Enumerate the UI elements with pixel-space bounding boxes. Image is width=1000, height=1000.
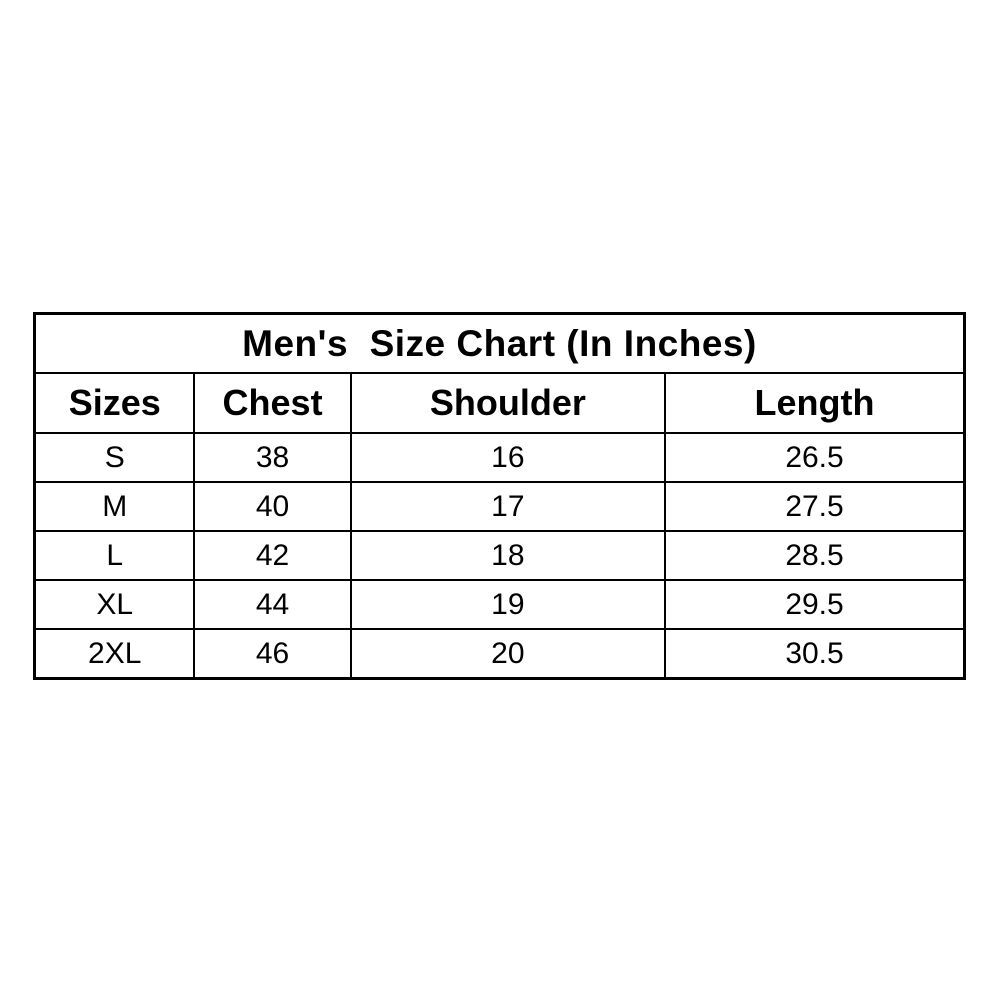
cell-size: S	[35, 433, 195, 482]
table-row-xl	[35, 580, 965, 629]
cell-shoulder: 19	[351, 580, 665, 629]
size-chart-table	[33, 312, 966, 680]
table-row-2xl	[35, 629, 965, 679]
cell-size: 2XL	[35, 629, 195, 679]
column-header-shoulder: Shoulder	[351, 373, 665, 433]
cell-chest: 40	[194, 482, 350, 531]
cell-size: L	[35, 531, 195, 580]
cell-chest: 44	[194, 580, 350, 629]
header-row	[35, 373, 965, 433]
cell-size: XL	[35, 580, 195, 629]
table-title: Men's Size Chart (In Inches)	[35, 314, 965, 374]
table-row-l	[35, 531, 965, 580]
cell-chest: 46	[194, 629, 350, 679]
column-header-length: Length	[665, 373, 964, 433]
cell-chest: 42	[194, 531, 350, 580]
title-row	[35, 314, 965, 374]
cell-shoulder: 18	[351, 531, 665, 580]
cell-length: 28.5	[665, 531, 964, 580]
column-header-sizes: Sizes	[35, 373, 195, 433]
cell-chest: 38	[194, 433, 350, 482]
cell-size: M	[35, 482, 195, 531]
cell-length: 30.5	[665, 629, 964, 679]
cell-length: 27.5	[665, 482, 964, 531]
cell-length: 26.5	[665, 433, 964, 482]
table-row-s	[35, 433, 965, 482]
table-row-m	[35, 482, 965, 531]
cell-shoulder: 20	[351, 629, 665, 679]
cell-shoulder: 16	[351, 433, 665, 482]
column-header-chest: Chest	[194, 373, 350, 433]
cell-shoulder: 17	[351, 482, 665, 531]
cell-length: 29.5	[665, 580, 964, 629]
